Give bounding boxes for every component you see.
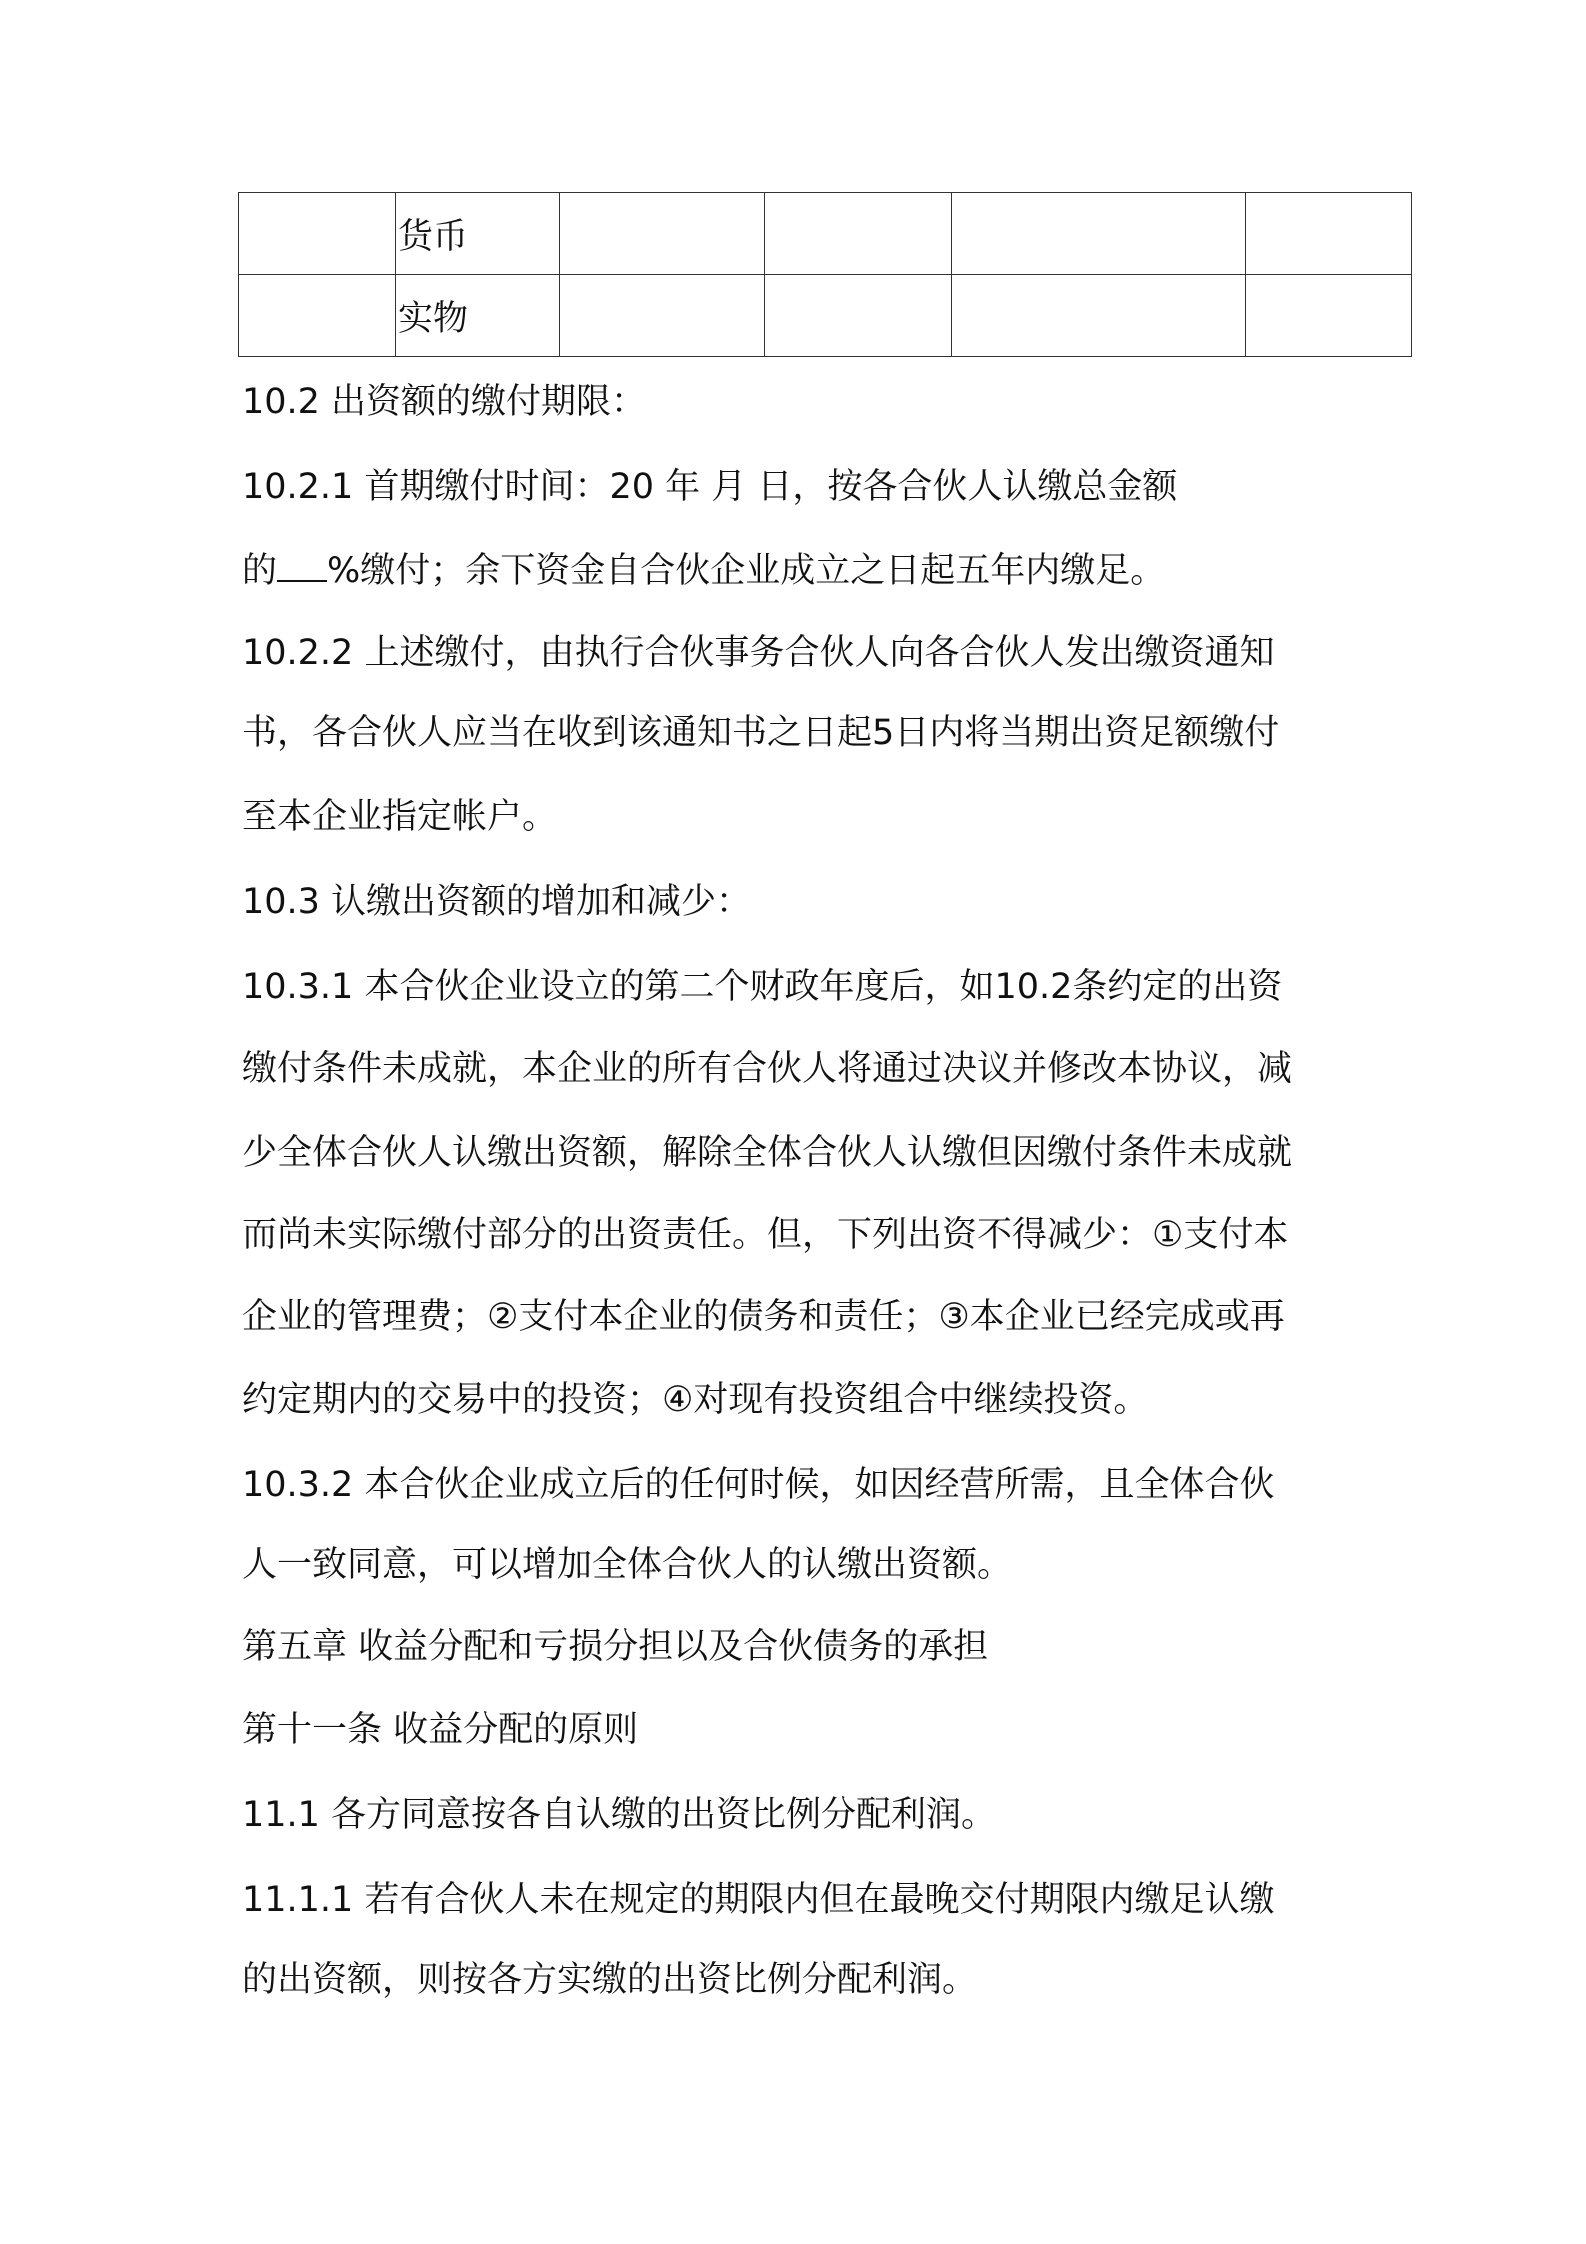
clause-11-1-1-line-2: 的出资额，则按各方实缴的出资比例分配利润。 [242, 1960, 978, 2000]
row-label-in-kind: 实物 [396, 275, 560, 357]
clause-10-2-1-line-2 [242, 550, 1165, 589]
table-cell [239, 275, 396, 357]
table-row [239, 193, 1412, 275]
clause-10-2-2-line-1: 10.2.2 上述缴付，由执行合伙事务合伙人向各合伙人发出缴资通知 [242, 633, 1275, 673]
table-cell [1246, 275, 1412, 357]
clause-10-3-1-line-5: 企业的管理费；②支付本企业的债务和责任；③本企业已经完成或再 [242, 1297, 1285, 1337]
table-cell [1246, 193, 1412, 275]
clause-10-3-1-line-3: 少全体合伙人认缴出资额，解除全体合伙人认缴但因缴付条件未成就 [242, 1133, 1293, 1173]
clause-10-3-2-line-2: 人一致同意，可以增加全体合伙人的认缴出资额。 [242, 1545, 1013, 1585]
clause-10-3-1-line-2: 缴付条件未成就，本企业的所有合伙人将通过决议并修改本协议，减 [242, 1049, 1293, 1089]
clause-10-3-1-line-6: 约定期内的交易中的投资；④对现有投资组合中继续投资。 [242, 1380, 1149, 1420]
table-row [239, 275, 1412, 357]
clause-10-2-heading: 10.2 出资额的缴付期限： [242, 382, 647, 422]
table-cell [952, 193, 1246, 275]
percent-blank [277, 550, 327, 582]
table-cell [560, 275, 765, 357]
clause-10-2-2-line-3: 至本企业指定帐户。 [242, 797, 558, 837]
clause-10-3-1-line-1: 10.3.1 本合伙企业设立的第二个财政年度后，如10.2条约定的出资 [242, 967, 1283, 1007]
table-cell [765, 275, 952, 357]
contribution-table [238, 192, 1412, 357]
text-fragment: %缴付；余下资金自合伙企业成立之日起五年内缴足。 [327, 551, 1166, 591]
clause-10-3-2-line-1: 10.3.2 本合伙企业成立后的任何时候，如因经营所需，且全体合伙 [242, 1465, 1275, 1505]
clause-10-3-1-line-4: 而尚未实际缴付部分的出资责任。但，下列出资不得减少：①支付本 [242, 1215, 1289, 1255]
table-cell [765, 193, 952, 275]
text-fragment: 的 [242, 551, 278, 591]
clause-11-1: 11.1 各方同意按各自认缴的出资比例分配利润。 [242, 1795, 997, 1835]
clause-10-2-1-line-1: 10.2.1 首期缴付时间：20 年 月 日，按各合伙人认缴总金额 [242, 467, 1178, 507]
row-label-currency: 货币 [396, 193, 560, 275]
clause-11-1-1-line-1: 11.1.1 若有合伙人未在规定的期限内但在最晚交付期限内缴足认缴 [242, 1880, 1275, 1920]
article-11-heading: 第十一条 收益分配的原则 [242, 1710, 639, 1750]
clause-10-3-heading: 10.3 认缴出资额的增加和减少： [242, 882, 752, 922]
clause-10-2-2-line-2: 书，各合伙人应当在收到该通知书之日起5日内将当期出资足额缴付 [242, 713, 1280, 753]
table-cell [952, 275, 1246, 357]
chapter-5-heading: 第五章 收益分配和亏损分担以及合伙债务的承担 [242, 1627, 989, 1667]
table-cell [560, 193, 765, 275]
table-cell [239, 193, 396, 275]
